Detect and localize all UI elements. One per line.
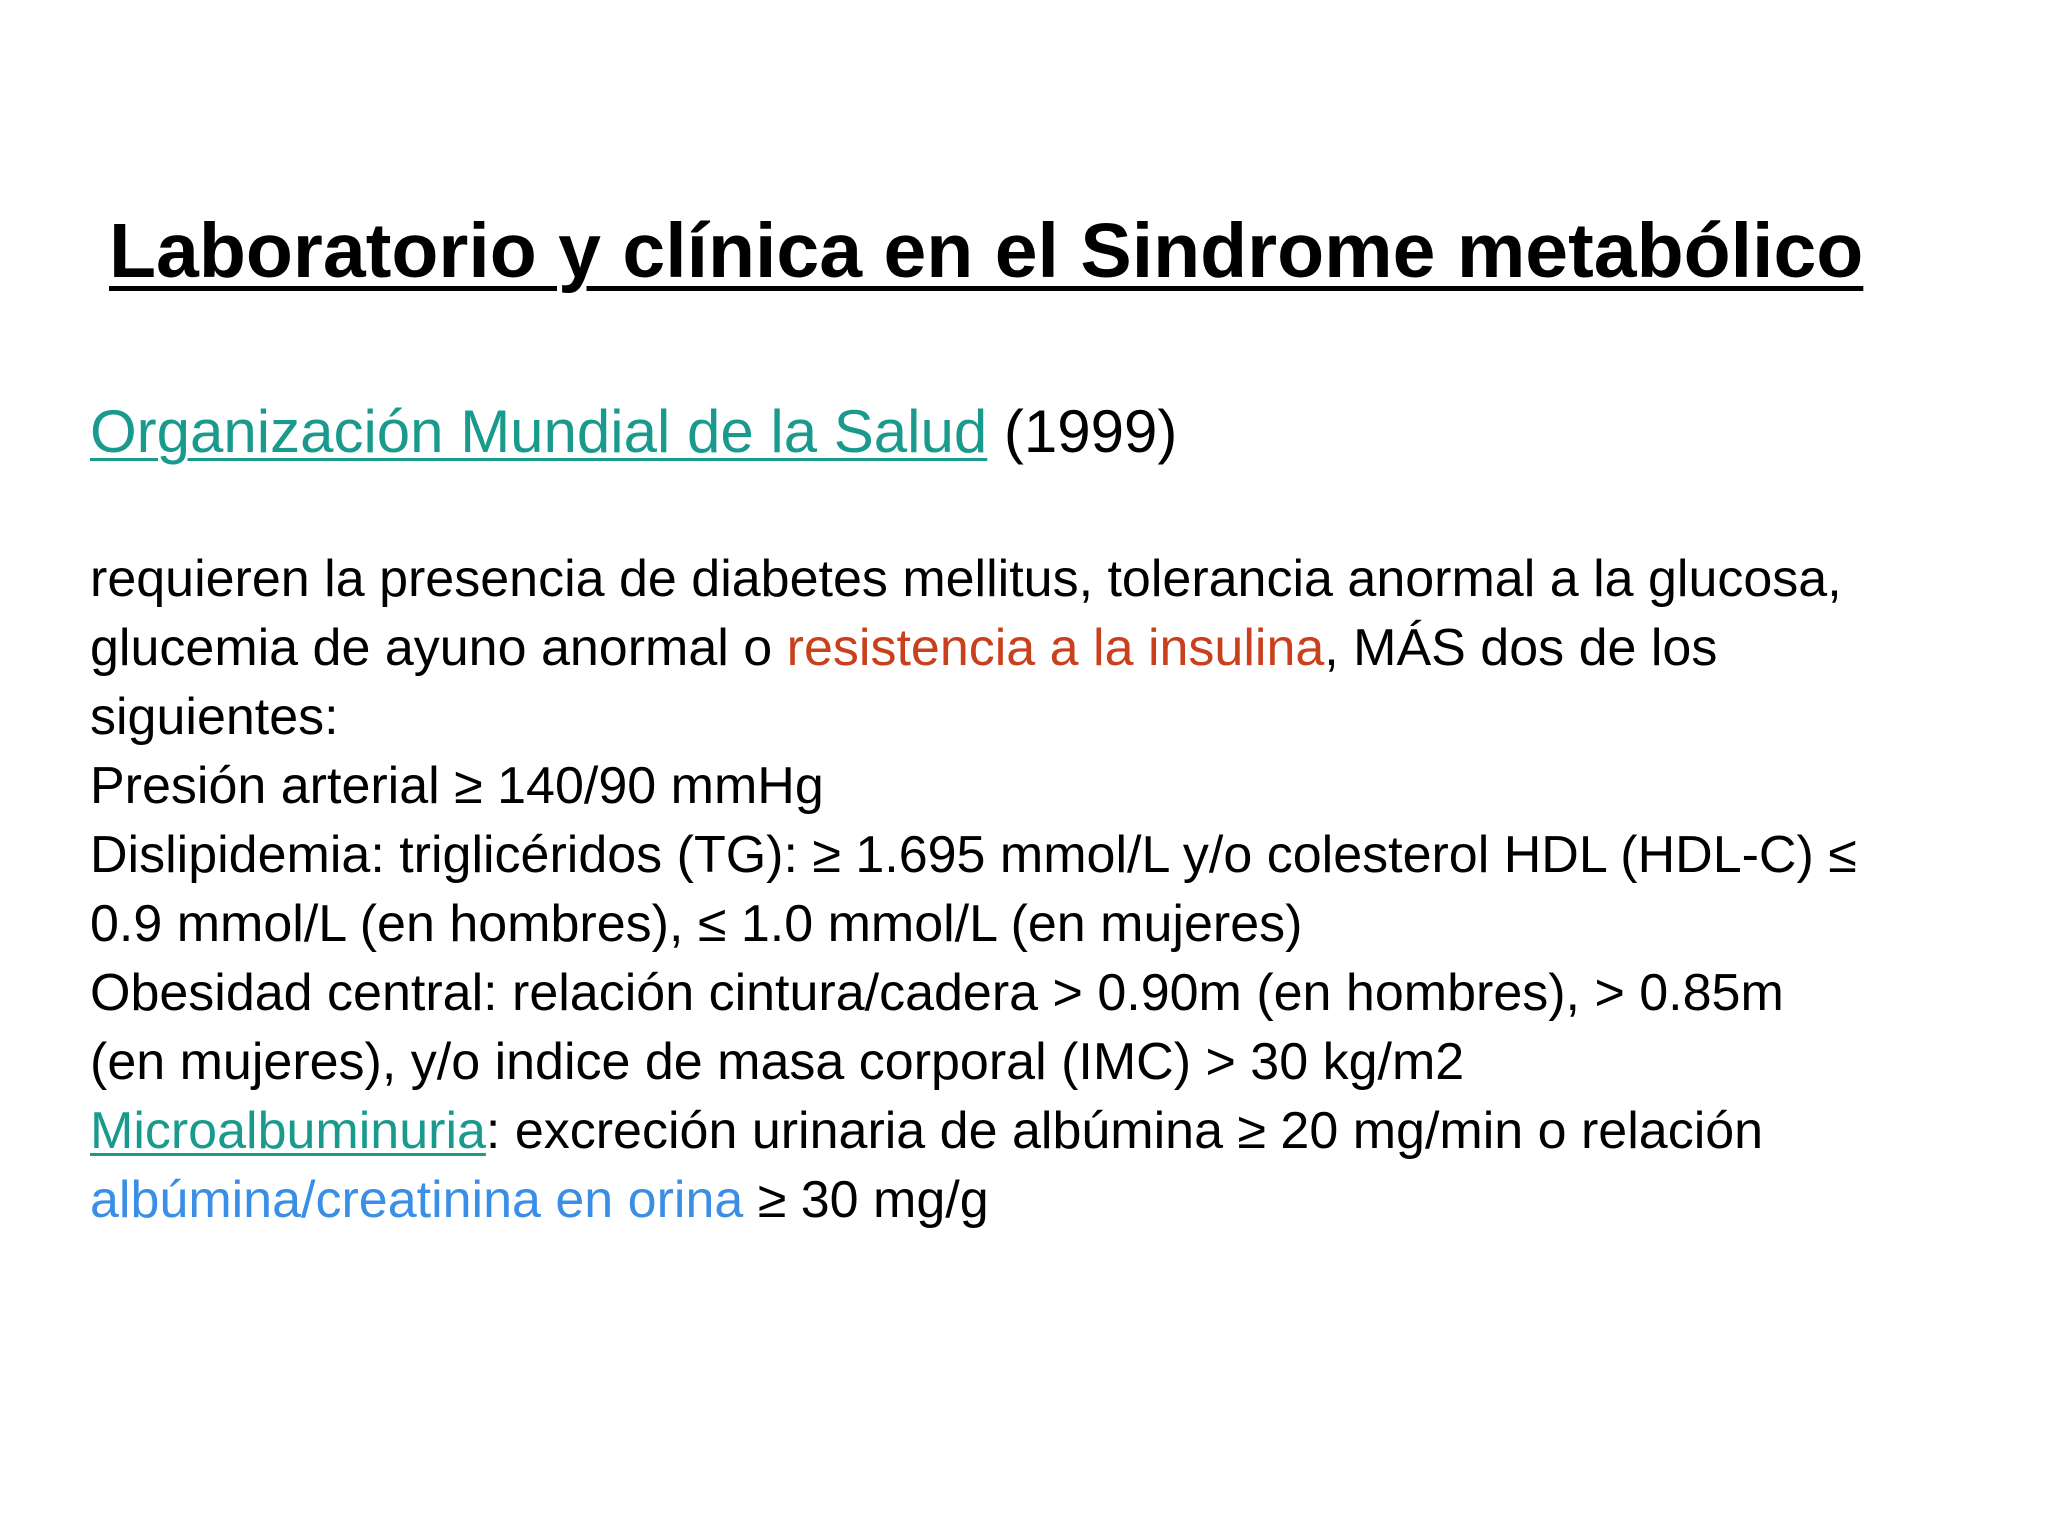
subtitle-year: (1999) <box>1003 398 1178 465</box>
criterion-dyslipidemia-text-2: 0.9 mmol/L (en hombres), ≤ 1.0 mmol/L (en mujeres) <box>90 895 1303 953</box>
criterion-obesity-line-1 <box>90 959 2040 1028</box>
slide-title: Laboratorio y clínica en el Sindrome metabólico <box>109 208 1864 294</box>
intro-line-2-after: , MÁS dos de los <box>1324 619 1718 677</box>
criterion-pressure-text: Presión arterial ≥ 140/90 mmHg <box>90 757 824 815</box>
intro-line-3-text: siguientes: <box>90 688 339 746</box>
criterion-dyslipidemia-text-1: Dislipidemia: triglicéridos (TG): ≥ 1.695 mmol/L y/o colesterol HDL (HDL-C) ≤ <box>90 826 1857 884</box>
intro-line-1 <box>90 545 2040 614</box>
intro-line-2 <box>90 614 2040 683</box>
criterion-obesity-line-2 <box>90 1028 2040 1097</box>
criterion-micro-text-1: : excreción urinaria de albúmina ≥ 20 mg/min o relación <box>485 1102 1764 1160</box>
criterion-dyslipidemia-line-2 <box>90 890 2040 959</box>
intro-line-2-before: glucemia de ayuno anormal o <box>90 619 787 677</box>
criterion-micro-line-2 <box>90 1166 2040 1235</box>
criterion-micro-text-2: ≥ 30 mg/g <box>743 1171 989 1229</box>
criterion-obesity-text-1: Obesidad central: relación cintura/cadera > 0.90m (en hombres), > 0.85m <box>90 964 1784 1022</box>
albumin-creatinine-highlight: albúmina/creatinina en orina <box>90 1171 744 1229</box>
criterion-pressure <box>90 752 2040 821</box>
intro-line-3 <box>90 683 2040 752</box>
criterion-obesity-text-2: (en mujeres), y/o indice de masa corporal (IMC) > 30 kg/m2 <box>90 1033 1465 1091</box>
microalbuminuria-link[interactable]: Microalbuminuria <box>90 1102 486 1160</box>
criterion-micro-line-1 <box>90 1097 2040 1166</box>
criterion-dyslipidemia-line-1 <box>90 821 2040 890</box>
who-link[interactable]: Organización Mundial de la Salud <box>90 398 988 465</box>
intro-line-1-text: requieren la presencia de diabetes mellitus, tolerancia anormal a la glucosa, <box>90 550 1842 608</box>
subtitle <box>90 396 1177 468</box>
insulin-resistance-highlight: resistencia a la insulina <box>786 619 1325 677</box>
criteria-body <box>90 545 2040 1235</box>
